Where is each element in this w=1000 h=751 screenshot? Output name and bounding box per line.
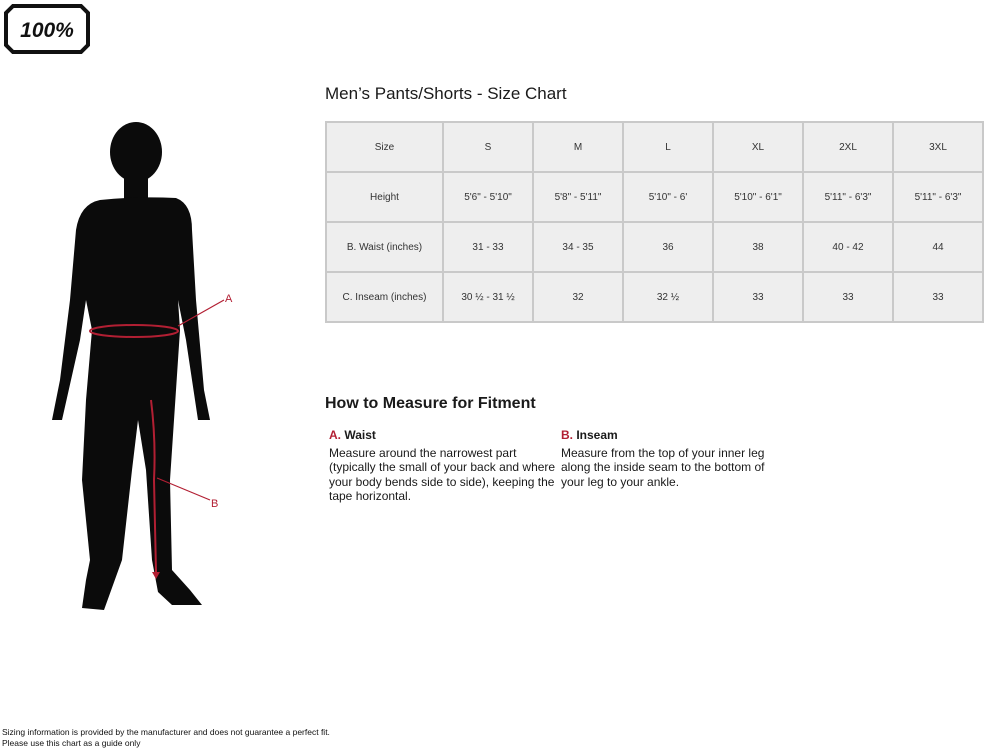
waist-label: Waist [344, 428, 376, 442]
table-cell: 44 [893, 222, 983, 272]
table-cell: S [443, 122, 533, 172]
table-cell: L [623, 122, 713, 172]
waist-instructions [329, 428, 559, 504]
body-silhouette [40, 110, 240, 620]
table-cell: 32 ½ [623, 272, 713, 322]
waist-text: Measure around the narrowest part (typically the small of your back and where your body bends side to side), keeping the tape horizontal. [329, 445, 556, 503]
table-cell: 5'8" - 5'11" [533, 172, 623, 222]
table-cell: 33 [713, 272, 803, 322]
table-row [326, 272, 983, 322]
inseam-text: Measure from the top of your inner leg along the inside seam to the bottom of your leg to your ankle. [561, 445, 765, 489]
table-cell: 40 - 42 [803, 222, 893, 272]
marker-b: B [211, 498, 219, 510]
howto-heading: How to Measure for Fitment [325, 395, 536, 412]
waist-letter: A. [329, 428, 341, 442]
table-cell: 3XL [893, 122, 983, 172]
table-cell: 30 ½ - 31 ½ [443, 272, 533, 322]
table-cell: 5'11" - 6'3" [893, 172, 983, 222]
table-cell: 5'6" - 5'10" [443, 172, 533, 222]
table-row [326, 122, 983, 172]
table-row [326, 222, 983, 272]
table-cell: M [533, 122, 623, 172]
table-cell: 36 [623, 222, 713, 272]
inseam-label: Inseam [576, 428, 618, 442]
table-cell: 5'11" - 6'3" [803, 172, 893, 222]
page-title: Men’s Pants/Shorts - Size Chart [325, 84, 567, 103]
inseam-heading [561, 428, 771, 443]
table-cell: XL [713, 122, 803, 172]
table-row [326, 172, 983, 222]
table-cell: 2XL [803, 122, 893, 172]
row-header-cell: Size [326, 122, 443, 172]
table-cell: 5'10" - 6' [623, 172, 713, 222]
table-cell: 33 [803, 272, 893, 322]
disclaimer [2, 727, 330, 749]
table-cell: 38 [713, 222, 803, 272]
size-chart-table [325, 121, 984, 323]
table-cell: 31 - 33 [443, 222, 533, 272]
brand-logo-text: 100% [20, 19, 74, 42]
inseam-letter: B. [561, 428, 573, 442]
row-header-cell: C. Inseam (inches) [326, 272, 443, 322]
disclaimer-line-2: Please use this chart as a guide only [2, 738, 141, 748]
row-header-cell: Height [326, 172, 443, 222]
brand-logo [4, 4, 90, 54]
disclaimer-line-1: Sizing information is provided by the manufacturer and does not guarantee a perfect fit. [2, 727, 330, 737]
table-cell: 5'10" - 6'1" [713, 172, 803, 222]
table-cell: 33 [893, 272, 983, 322]
table-cell: 34 - 35 [533, 222, 623, 272]
table-cell: 32 [533, 272, 623, 322]
row-header-cell: B. Waist (inches) [326, 222, 443, 272]
marker-a: A [225, 293, 233, 305]
waist-heading [329, 428, 559, 443]
inseam-instructions [561, 428, 771, 489]
